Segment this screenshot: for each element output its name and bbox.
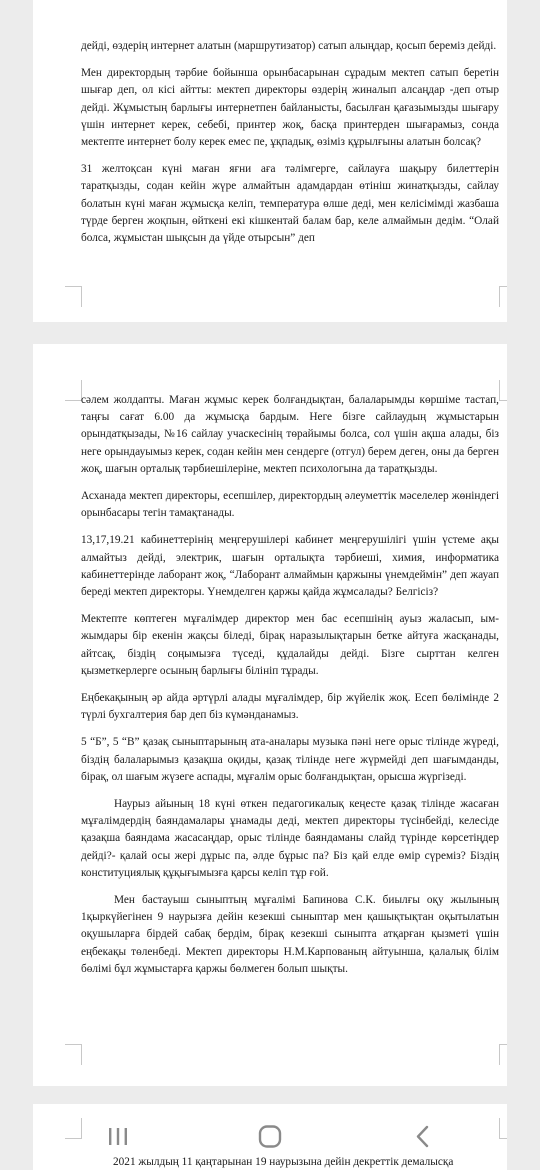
paragraph: Мен бастауыш сыныптың мұғалімі Бапинова С.К. биылғы оқу жылының 1қыркүйегінен 9 наурызға дейін кезекші сыныптар мен қашықтықтан оқытылатын оқушыларға бірдей сабақ бердім, бірақ кезекші сыныпта атқарған қызметі үшін еңбекақы төленбеді. Мектеп директоры Н.М.Карпованың айтуынша, қалалық білім бөлімі бұл жұмыстарға қаржы бөлмеген болып шықты. [81, 894, 499, 975]
crop-mark-top-left [65, 380, 82, 401]
page-bottom-text: 2021 жылдың 11 қаңтарынан 19 наурызына дейін декреттік демалысқа [113, 1156, 454, 1168]
page-middle-text [81, 392, 499, 988]
paragraph: дейді, өздерің интернет алатын (маршрутизатор) сатып алыңдар, қосып береміз дейді. [81, 40, 497, 52]
paragraph: Мектепте көптеген мұғалімдер директор мен бас есепшінің ауыз жаласып, ым-жымдары бір екенін жақсы біледі, бірақ наразылықтарын бетке айтуға жасқанады, айтсақ, біздің соңымызға түседі, құдалайды дейді. Бізге сырттан келген қызметкерлерге осының барлығы білініп тұрады. [81, 613, 499, 677]
paragraph: Наурыз айының 18 күні өткен педагогикалық кеңесте қазақ тілінде жасаған мұғалімдердің баяндамалары ұнамады деді, мектеп директоры түсінбейді, келесіде қазақша баяндама жасасаңдар, орыс тілінде баяндаманы слайд түрінде көрсетіңдер дейді?- қалай осы жері дұрыс па, әлде бұрыс па? Біз қай елде өмір сүреміз? Біздің конституциялық құқығымызға қарсы келіп тұр ғой. [81, 798, 499, 879]
recent-apps-icon [88, 1112, 148, 1160]
back-button[interactable] [392, 1112, 452, 1160]
page-top-text [81, 38, 499, 257]
document-page-top [33, 0, 507, 322]
paragraph: Мен директордың тәрбие бойынша орынбасарынан сұрадым мектеп сатып беретін шығар деп, ол кісі айтты: мектеп директоры өздерің жиналып алсаңдар -деп отыр дейді. Жұмыстың барлығы интернетпен байланысты, басылған қағазымызды шығару үшін интернет керек, себебі, принтер жоқ, басқа принтерден шығарамыз, сонда мектепте интернет болу керек емес пе, ұқпадық, өзіміз құрылғыны алатын болсақ? [81, 67, 499, 149]
crop-mark-bottom-left [65, 1044, 82, 1065]
paragraph: Еңбекақының әр айда әртүрлі алады мұғалімдер, бір жүйелік жоқ. Есеп бөлімінде 2 түрлі бухгалтерия бар деп біз күмәнданамыз. [81, 692, 499, 722]
crop-mark-top-right [499, 380, 507, 401]
recent-apps-button[interactable] [88, 1112, 148, 1160]
home-icon [240, 1112, 300, 1160]
paragraph: сәлем жолдапты. Маған жұмыс керек болғандықтан, балаларымды көршіме тастап, таңғы сағат 6.00 да жұмысқа бардым. Неге бізге сайлаудың жұмыстарын орындатқызады, №16 сайлау учаскесінің төрайымы болса, сол үшін ақша алады, біз неге орындауымыз керек, содан кейін мен сендерге (отгул) берем деген, оны да берген жоқ, шағын орталық тәрбиешілеріне, мектеп психологына да таратқызды. [81, 394, 499, 475]
crop-mark-bottom-right [499, 286, 507, 307]
system-navigation-bar [0, 1112, 540, 1160]
paragraph: Асханада мектеп директоры, есепшілер, директордың әлеуметтік мәселелер жөніндегі орынбасары тегін тамақтанады. [81, 490, 499, 520]
crop-mark-bottom-right [499, 1044, 507, 1065]
paragraph: 5 “Б”, 5 “В” қазақ сыныптарының ата-аналары музыка пәні неге орыс тілінде жүреді, біздің балаларымыз қазақша оқиды, қазақ тілінде неге жүрмейді деп шағымданды, бірақ, ол шағым жүзеге аспады, мұғалім орыс болғандықтан, орысша жүргізеді. [81, 736, 499, 783]
paragraph: 13,17,19.21 кабинеттерінің меңгерушілері кабинет меңгерушілігі үшін үстеме ақы алмайтыз дейді, электрик, шағын орталықта тәрбиеші, химия, информатика кабинеттерінде лаборант жоқ, “Лаборант алмаймын қаржыны үнемдеймін” деп жауап береді мектеп директоры. Үнемделген қаржы қайда жұмсалады? Белгісіз? [81, 534, 499, 599]
document-page-middle [33, 344, 507, 1086]
back-icon [392, 1112, 452, 1160]
crop-mark-bottom-left [65, 286, 82, 307]
paragraph: 31 желтоқсан күні маған яғни аға тәлімгерге, сайлауға шақыру билеттерін таратқызды, содан кейін жүре алмайтын адамдардан өтініш жинатқызды, сайлау болатын күні маған жұмысқа келіп, температура өлше деді, мен келісімімді жазбаша түрде берген жоқпын, өйткені екі кішкентай балам бар, келе алмаймын дедім. “Олай болса, жұмыстан шықсын да үйде отырсын” деп [81, 163, 499, 245]
home-button[interactable] [240, 1112, 300, 1160]
